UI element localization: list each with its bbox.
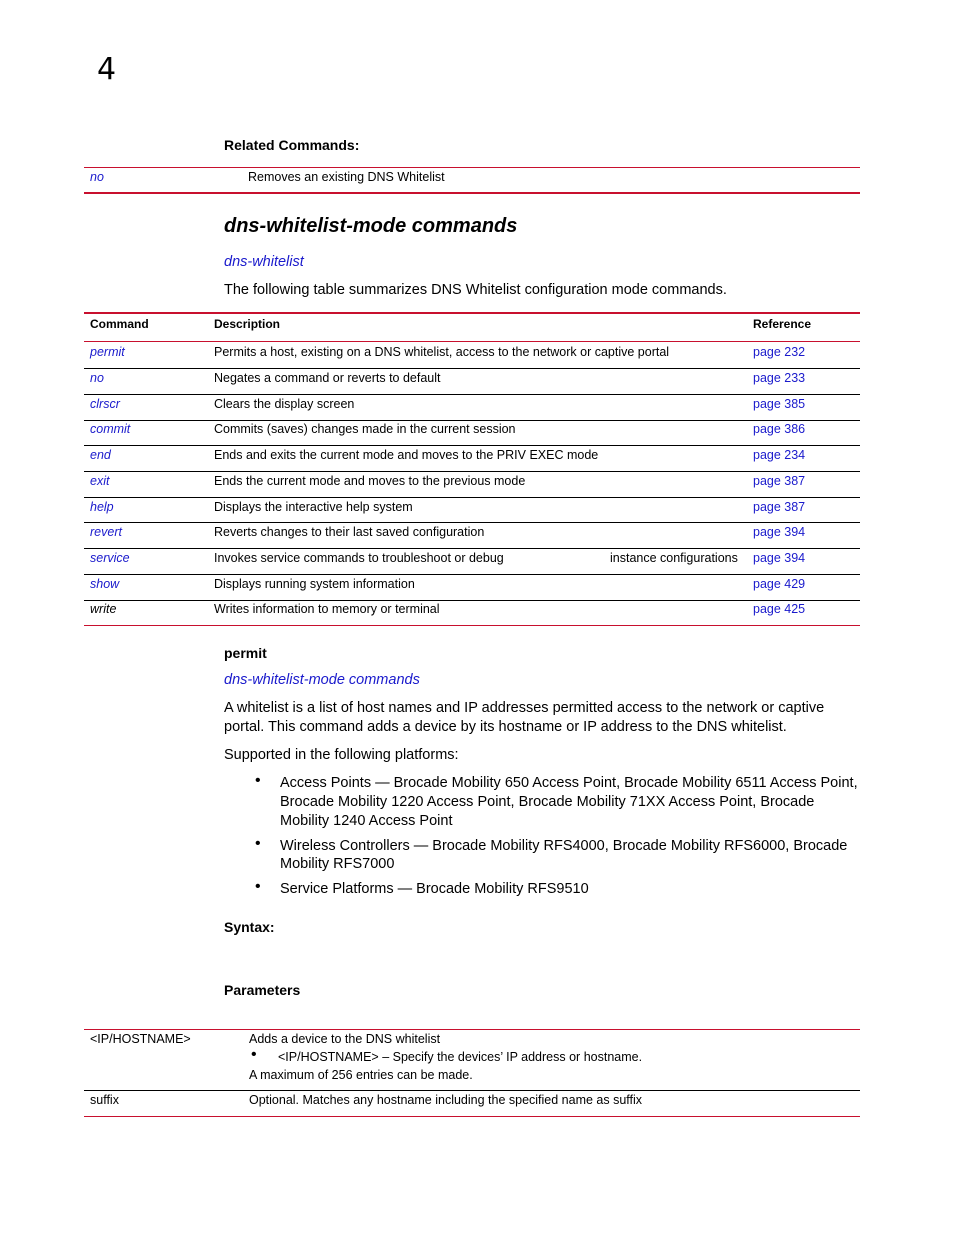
table-rule [84, 1116, 860, 1117]
command-link-commit[interactable]: commit [90, 422, 131, 436]
section-intro: The following table summarizes DNS Whitelist configuration mode commands. [224, 282, 727, 298]
reference-link[interactable]: page 387 [753, 500, 806, 514]
command-description: Ends and exits the current mode and moves to the PRIV EXEC mode [214, 448, 599, 462]
bullet-line: Service Platforms — Brocade Mobility RFS9510 [280, 881, 589, 897]
command-link-exit[interactable]: exit [90, 474, 110, 488]
table-rule [84, 625, 860, 626]
chapter-number: 4 [97, 52, 117, 87]
reference-link[interactable]: page 386 [753, 422, 806, 436]
bullet-icon: • [255, 835, 261, 852]
command-link-show[interactable]: show [90, 577, 120, 591]
reference-link[interactable]: page 233 [753, 371, 806, 385]
reference-link[interactable]: page 387 [753, 474, 806, 488]
table-rule [84, 167, 860, 168]
syntax-heading: Syntax: [224, 919, 275, 935]
related-commands-heading: Related Commands: [224, 137, 360, 153]
parameters-heading: Parameters [224, 982, 301, 998]
bullet-line: Mobility 1240 Access Point [280, 813, 453, 829]
reference-link[interactable]: page 425 [753, 602, 806, 616]
row-divider [84, 522, 860, 523]
command-description: Invokes service commands to troubleshoot or debug [214, 551, 504, 565]
bullet-line: Wireless Controllers — Brocade Mobility RFS4000, Brocade Mobility RFS6000, Brocade [280, 838, 848, 854]
permit-paragraph-line-2: portal. This command adds a device by its hostname or IP address to the DNS whitelist. [224, 719, 787, 735]
reference-link[interactable]: page 385 [753, 397, 806, 411]
parameter-description: Adds a device to the DNS whitelist [249, 1032, 441, 1046]
bullet-icon: • [255, 878, 261, 895]
command-link-help[interactable]: help [90, 500, 114, 514]
related-command-link[interactable]: no [90, 170, 104, 184]
column-header-command: Command [90, 317, 149, 331]
command-link-permit[interactable]: permit [90, 345, 125, 359]
table-rule [84, 312, 860, 314]
bullet-line: Brocade Mobility 1220 Access Point, Brocade Mobility 71XX Access Point, Brocade [280, 794, 815, 810]
permit-heading: permit [224, 645, 267, 661]
command-write: write [90, 602, 117, 616]
reference-link[interactable]: page 394 [753, 525, 806, 539]
column-header-description: Description [214, 317, 281, 331]
command-link-end[interactable]: end [90, 448, 111, 462]
section-link[interactable]: dns-whitelist [224, 254, 304, 270]
row-divider [84, 368, 860, 369]
permit-paragraph-line-1: A whitelist is a list of host names and IP addresses permitted access to the network or captive [224, 700, 825, 716]
command-description: Negates a command or reverts to default [214, 371, 441, 385]
row-divider [84, 548, 860, 549]
table-rule [84, 192, 860, 194]
command-description: Permits a host, existing on a DNS whitelist, access to the network or captive portal [214, 345, 670, 359]
bullet-icon: • [255, 772, 261, 789]
table-rule [84, 341, 860, 342]
command-description: Commits (saves) changes made in the current session [214, 422, 516, 436]
column-header-reference: Reference [753, 317, 812, 331]
row-divider [84, 394, 860, 395]
bullet-line: Access Points — Brocade Mobility 650 Access Point, Brocade Mobility 6511 Access Point, [280, 775, 858, 791]
parameter-bullet: <IP/HOSTNAME> – Specify the devices’ IP address or hostname. [278, 1050, 643, 1064]
row-divider [84, 420, 860, 421]
parameter-description: Optional. Matches any hostname including the specified name as suffix [249, 1093, 643, 1107]
parameter-name: suffix [90, 1093, 119, 1107]
command-description-extra: instance configurations [610, 551, 738, 565]
reference-link[interactable]: page 429 [753, 577, 806, 591]
bullet-line: Mobility RFS7000 [280, 856, 395, 872]
command-description: Displays the interactive help system [214, 500, 413, 514]
command-link-no[interactable]: no [90, 371, 104, 385]
command-description: Writes information to memory or terminal [214, 602, 440, 616]
command-link-service[interactable]: service [90, 551, 130, 565]
command-description: Displays running system information [214, 577, 415, 591]
section-title: dns-whitelist-mode commands [224, 215, 518, 237]
command-description: Ends the current mode and moves to the previous mode [214, 474, 526, 488]
permit-section-link[interactable]: dns-whitelist-mode commands [224, 672, 420, 688]
parameter-name: <IP/HOSTNAME> [90, 1032, 191, 1046]
reference-link[interactable]: page 234 [753, 448, 806, 462]
row-divider [84, 574, 860, 575]
row-divider [84, 445, 860, 446]
row-divider [84, 600, 860, 601]
bullet-icon: • [251, 1046, 257, 1063]
reference-link[interactable]: page 394 [753, 551, 806, 565]
related-command-description: Removes an existing DNS Whitelist [248, 170, 445, 184]
command-link-revert[interactable]: revert [90, 525, 122, 539]
reference-link[interactable]: page 232 [753, 345, 806, 359]
row-divider [84, 497, 860, 498]
table-rule [84, 1029, 860, 1030]
command-link-clrscr[interactable]: clrscr [90, 397, 120, 411]
parameter-note: A maximum of 256 entries can be made. [249, 1068, 473, 1082]
row-divider [84, 471, 860, 472]
command-description: Clears the display screen [214, 397, 355, 411]
command-description: Reverts changes to their last saved configuration [214, 525, 485, 539]
supported-platforms-text: Supported in the following platforms: [224, 747, 459, 763]
row-divider [84, 1090, 860, 1091]
